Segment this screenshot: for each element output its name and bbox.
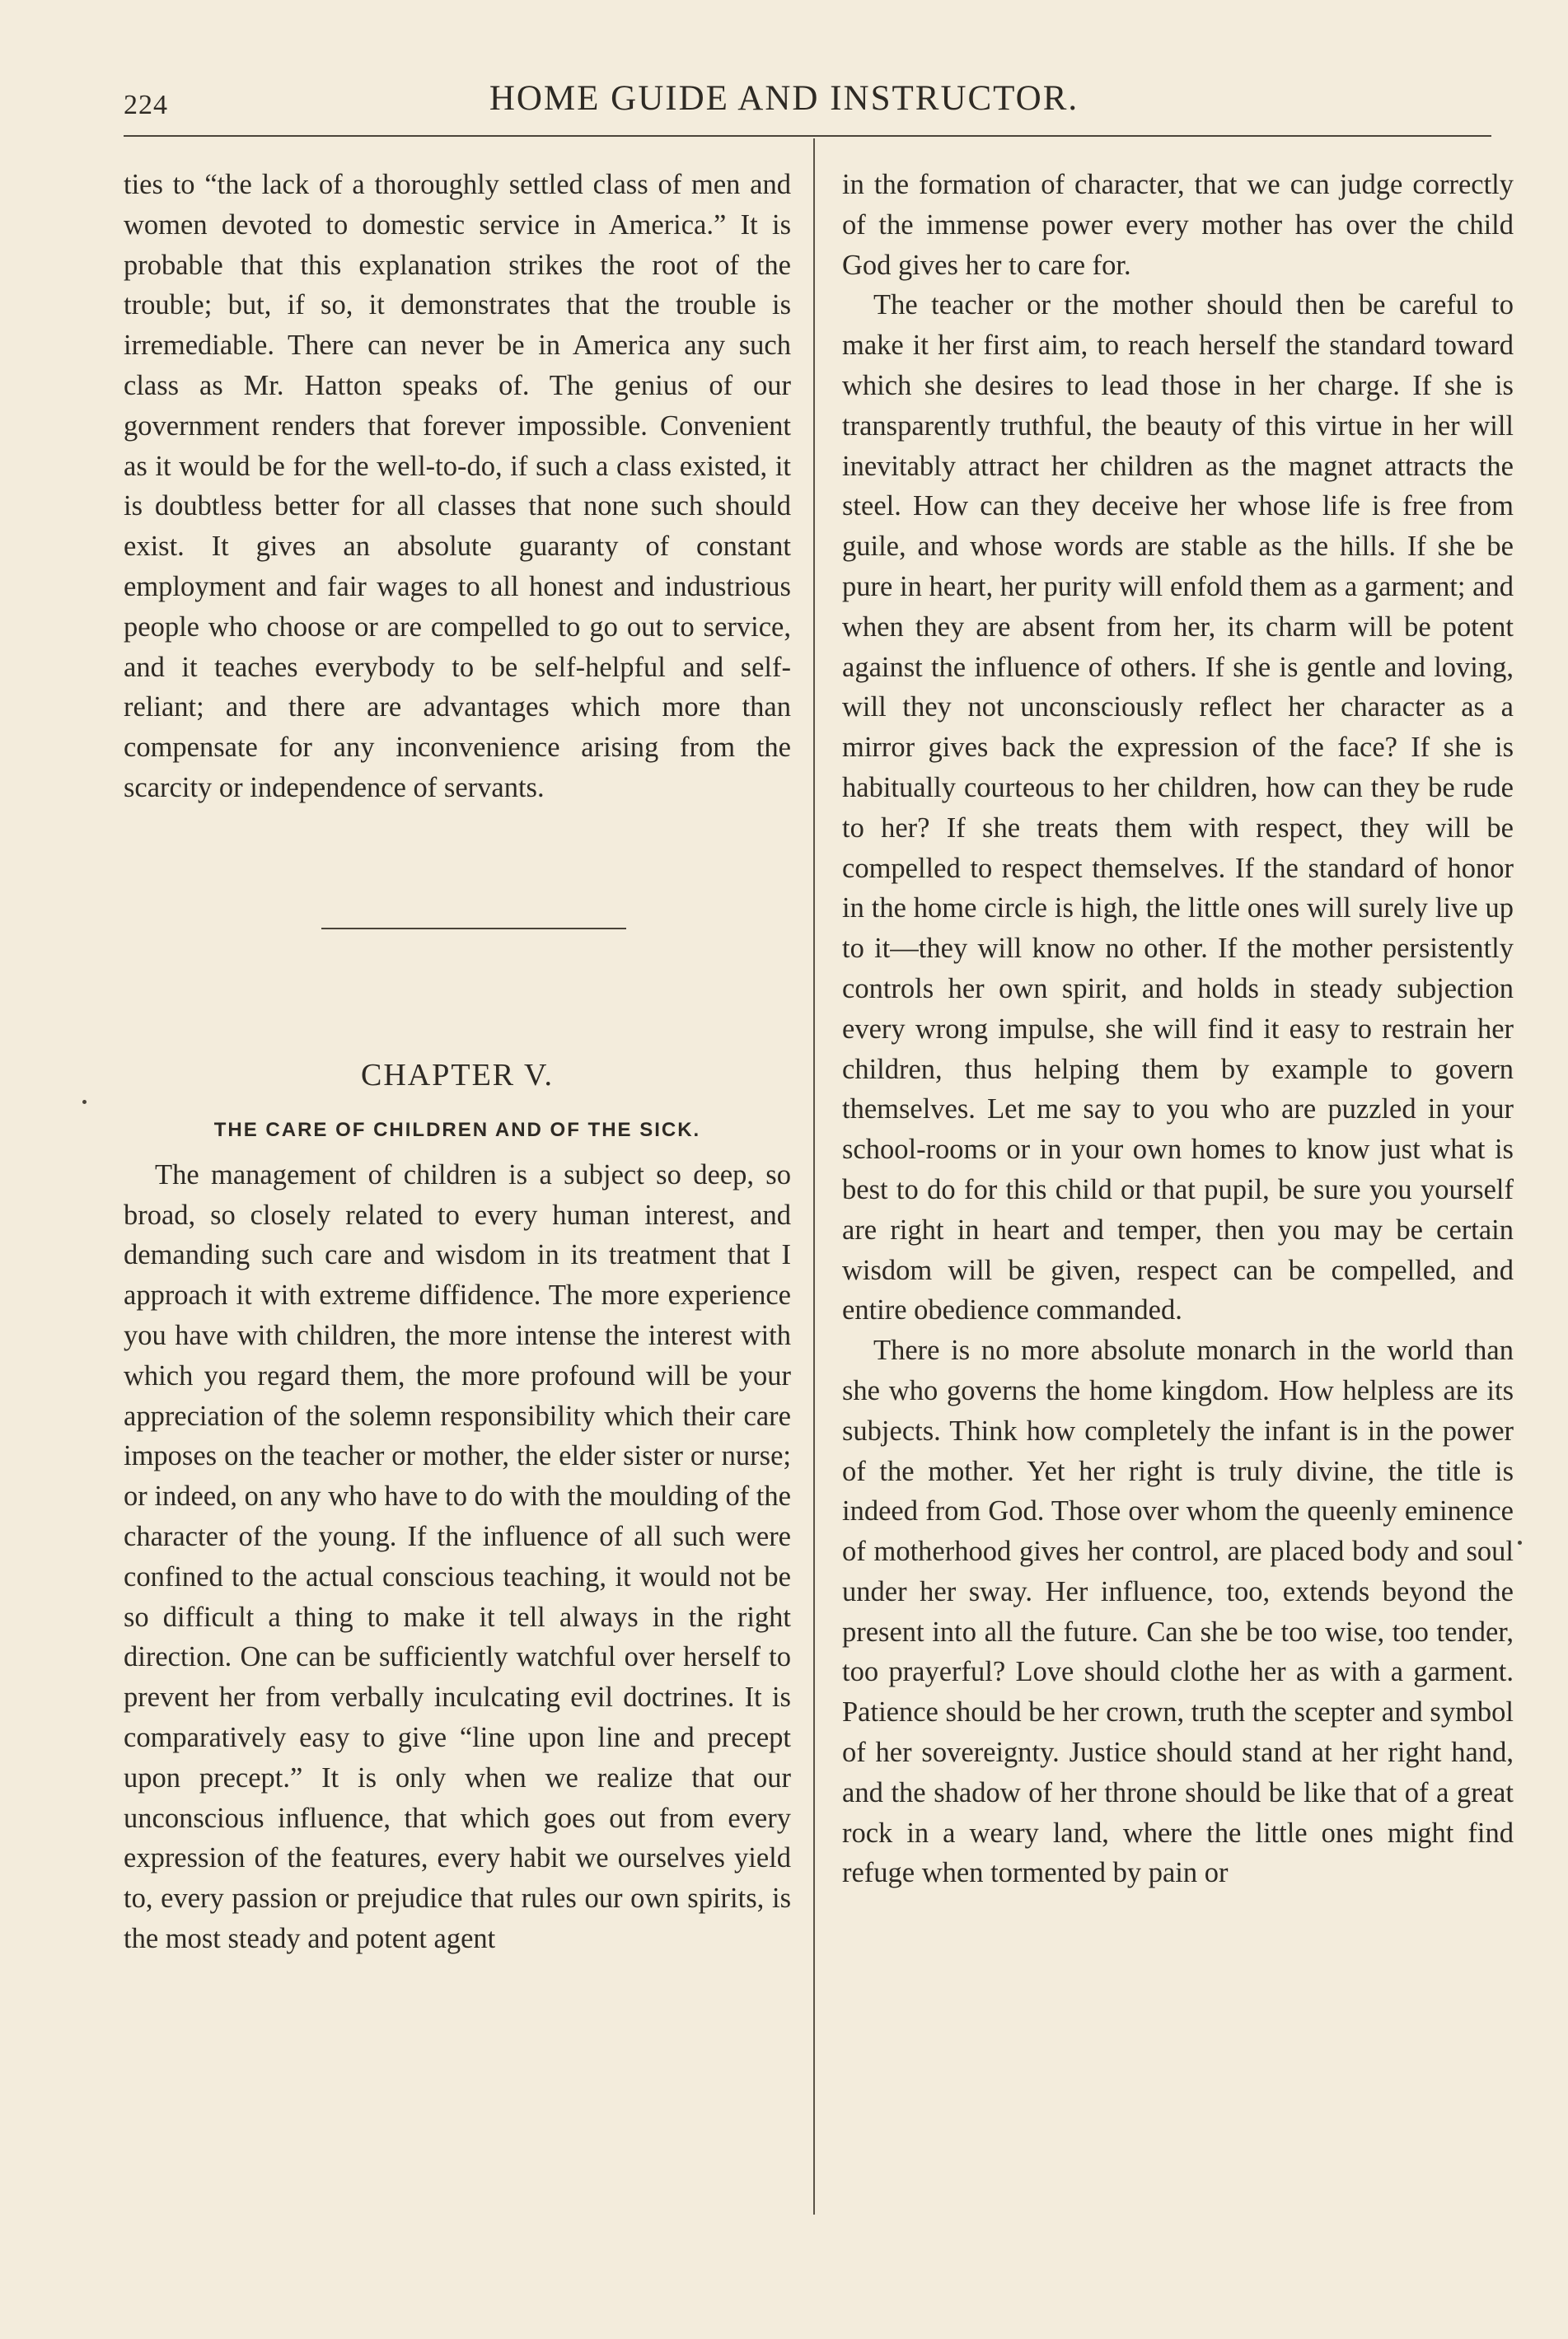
continuation-paragraph: ties to “the lack of a thoroughly settled class of men and women devoted to domestic service in America.” It is probable that this explanation strikes the root of the trouble; but, if so, it demonstrates that the trouble is irremediable. There can never be in America any such class as Mr. Hatton speaks of. The genius of our government renders that forever impossible. Convenient as it would be for the well-to-do, if such a class existed, it is doubtless better for all classes that none such should exist. It gives an absolute guaranty of constant employment and fair wages to all honest and industrious people who choose or are compelled to go out to service, and it teaches everybody to be self-helpful and self-reliant; and there are advantages which more than compensate for any inconvenience arising from the scarcity or independence of servants. — [124, 169, 791, 803]
header-rule — [124, 135, 1491, 137]
paragraph-1: in the formation of character, that we can judge correctly of the immense power every mother has over the child God gives her to care for. — [842, 169, 1514, 281]
ink-speck — [1518, 1541, 1522, 1545]
chapter-subtitle: THE CARE OF CHILDREN AND OF THE SICK. — [213, 1118, 701, 1141]
chapter-title: CHAPTER V. — [361, 1057, 554, 1092]
column-divider — [813, 138, 815, 2215]
left-column — [124, 165, 791, 1959]
ink-speck — [82, 1100, 87, 1104]
paragraph-3: There is no more absolute monarch in the world than she who governs the home kingdom. How helpless are its subjects. Think how completely the infant is in the power of the mother. Yet her right is truly divine, the title is indeed from God. Those over whom the queenly eminence of motherhood gives her control, are placed body and soul under her sway. Her influence, too, extends beyond the present into all the future. Can she be too wise, too tender, too prayerful? Love should clothe her as with a garment. Patience should be her crown, truth the scepter and symbol of her sovereignty. Justice should stand at her right hand, and the shadow of her throne should be like that of a great rock in a weary land, where the little ones might find refuge when tormented by pain or — [842, 1335, 1514, 1889]
paragraph-2: The teacher or the mother should then be careful to make it her first aim, to reach herself the standard toward which she desires to lead those in her charge. If she is transparently truthful, the beauty of this virtue in her will inevitably attract her children as the magnet attracts the steel. How can they deceive her whose life is free from guile, and whose words are stable as the hills. If she be pure in heart, her purity will enfold them as a garment; and when they are absent from her, its charm will be potent against the influence of others. If she is gentle and loving, will they not unconsciously reflect her character as a mirror gives back the expression of the face? If she is habitually courteous to her children, how can they be rude to her? If she treats them with respect, they will be compelled to respect themselves. If the standard of honor in the home circle is high, the little ones will surely live up to it—they will know no other. If the mother persistently controls her own spirit, and holds in steady subjection every wrong impulse, she will find it easy to restrain her children, thus helping them by example to govern themselves. Let me say to you who are puzzled in your school-rooms or in your own homes to know just what is best to do for this child or that pupil, be sure you yourself are right in heart and temper, then you may be certain wisdom will be given, respect can be compelled, and entire obedience commanded. — [842, 289, 1514, 1326]
page-number: 224 — [124, 90, 168, 120]
section-divider — [321, 928, 626, 929]
chapter-paragraph: The management of children is a subject so deep, so broad, so closely related to every human interest, and demanding such care and wisdom in its treatment that I approach it with extreme diffidence. The more experience you have with children, the more intense the interest with which you regard them, the more profound will be your appreciation of the solemn responsibility which their care imposes on the teacher or mother, the elder sister or nurse; or indeed, on any who have to do with the moulding of the character of the young. If the influence of all such were confined to the actual conscious teaching, it would not be so difficult a thing to make it tell always in the right direction. One can be sufficiently watchful over herself to prevent her from verbally inculcating evil doctrines. It is comparatively easy to give “line upon line and precept upon precept.” It is only when we realize that our unconscious influence, that which goes out from every expression of the features, every habit we ourselves yield to, every passion or prejudice that rules our own spirits, is the most steady and potent agent — [124, 1158, 791, 1954]
right-column — [842, 165, 1514, 1893]
running-head — [0, 78, 1568, 128]
running-title: HOME GUIDE AND INSTRUCTOR. — [489, 79, 1079, 118]
